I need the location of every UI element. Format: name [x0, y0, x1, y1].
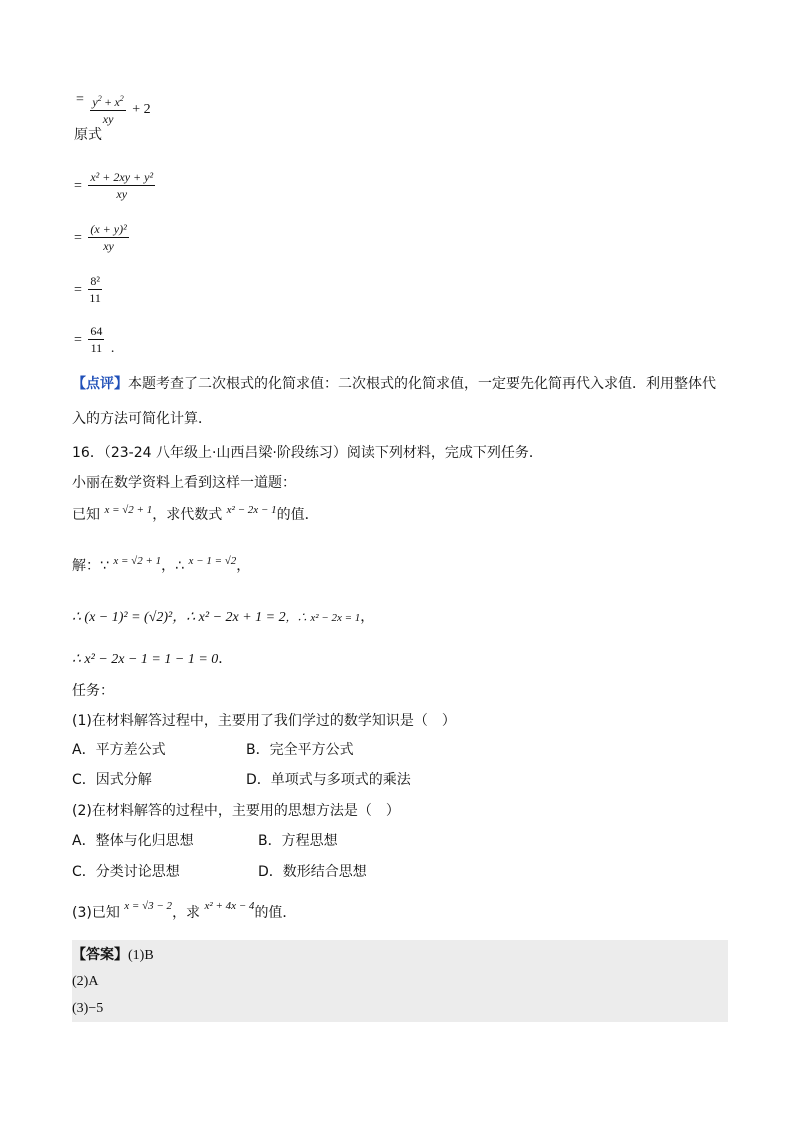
- denominator: xy: [102, 112, 114, 126]
- task-3: [72, 902, 296, 922]
- question-header: [72, 442, 543, 462]
- solution-line-1: [72, 555, 250, 575]
- task-2-option-d: D．数形结合思想: [258, 864, 367, 880]
- given-prefix: 已知: [72, 507, 100, 523]
- given-line: [72, 504, 319, 524]
- answer-line-1: [72, 944, 154, 964]
- eq-step1: [76, 92, 151, 126]
- comment-tag: 【点评】: [72, 376, 128, 392]
- answer-1: (1)B: [128, 948, 154, 963]
- eq-step5: [74, 324, 114, 355]
- given-mid: ，求代数式: [152, 507, 223, 523]
- equals-sign: =: [74, 332, 82, 348]
- task-2-option-b: B．方程思想: [258, 833, 338, 849]
- equals-sign: =: [76, 92, 84, 107]
- denominator: xy: [103, 239, 114, 253]
- comment-line-1: [72, 373, 716, 393]
- numerator: 8²: [90, 274, 100, 288]
- task-3-prefix: (3)已知: [72, 905, 120, 921]
- step-a: ∴ (x − 1)² = (√2)²: [72, 610, 173, 625]
- comment-line-2: 入的方法可简化计算．: [72, 411, 212, 427]
- equals-sign: =: [74, 178, 82, 194]
- task-2-option-a: A．整体与化归思想: [72, 833, 194, 849]
- step-c: ，∴ x² − 2x = 1: [285, 612, 361, 624]
- task-1: (1)在材料解答过程中，主要用了我们学过的数学知识是（ ）: [72, 713, 456, 729]
- operator: +: [101, 95, 115, 109]
- fraction: [88, 222, 128, 253]
- numerator-term: x: [114, 95, 120, 109]
- eq-step2: [74, 170, 157, 201]
- solution-line-3: [72, 648, 232, 668]
- task-1-option-a: A．平方差公式: [72, 742, 166, 758]
- denominator: 11: [90, 341, 103, 355]
- given-suffix: 的值．: [276, 507, 319, 523]
- numerator: x² + 2xy + y²: [90, 170, 154, 184]
- task-label: 任务：: [72, 683, 114, 699]
- yuanshi-label: 原式: [74, 127, 102, 143]
- eq-step4: [74, 274, 104, 305]
- numerator-term: y: [92, 95, 98, 109]
- task-1-option-c: C．因式分解: [72, 772, 152, 788]
- given-x: x = √2 + 1: [104, 504, 153, 516]
- story-line: 小丽在数学资料上看到这样一道题：: [72, 475, 296, 491]
- task-3-suffix: 的值．: [254, 905, 297, 921]
- question-intro: 阅读下列材料，完成下列任务．: [346, 445, 543, 461]
- period: .: [110, 340, 115, 356]
- sol-end: ，: [236, 558, 251, 574]
- question-number: 16．: [72, 445, 104, 461]
- question-source: （23-24 八年级上·山西吕梁·阶段练习）: [103, 445, 347, 461]
- task-3-expr: x² + 4x − 4: [204, 900, 255, 912]
- sol-b: x − 1 = √2: [188, 555, 237, 567]
- task-2-option-c: C．分类讨论思想: [72, 864, 180, 880]
- denominator: xy: [116, 187, 128, 201]
- step-final: ∴ x² − 2x − 1 = 1 − 1 = 0: [72, 652, 219, 667]
- sol-prefix: 解：∵: [72, 558, 109, 574]
- step-b: ，∴ x² − 2x + 1 = 2: [172, 610, 286, 625]
- step-final-end: ．: [218, 651, 233, 667]
- numerator: 64: [90, 324, 103, 338]
- task-3-mid: ，求: [172, 905, 201, 921]
- step-end: ，: [360, 609, 375, 625]
- task-1-option-d: D．单项式与多项式的乘法: [246, 772, 411, 788]
- task-2: (2)在材料解答的过程中，主要用的思想方法是（ ）: [72, 803, 400, 819]
- sol-mid: ，∴: [161, 558, 185, 574]
- answer-line-2: (2)A: [72, 974, 99, 989]
- task-1-option-b: B．完全平方公式: [246, 742, 354, 758]
- equals-sign: =: [74, 282, 82, 298]
- fraction: $\frac{y^2 + x^2}{xy}$: [92, 94, 124, 126]
- comment-text: 本题考查了二次根式的化简求值：二次根式的化简求值，一定要先化简再代入求值．利用整体代: [128, 376, 716, 392]
- sol-a: x = √2 + 1: [113, 555, 162, 567]
- fraction: [88, 170, 155, 201]
- solution-line-2: [72, 606, 374, 626]
- eq-step3: [74, 222, 131, 253]
- tail-term: + 2: [132, 102, 151, 117]
- fraction: [88, 274, 102, 305]
- denominator: 11: [89, 291, 101, 305]
- given-expr: x² − 2x − 1: [226, 504, 277, 516]
- answer-line-3: (3)−5: [72, 1001, 104, 1016]
- task-3-x: x = √3 − 2: [124, 900, 173, 912]
- equals-sign: =: [74, 230, 82, 246]
- numerator: (x + y)²: [90, 222, 127, 236]
- answer-tag: 【答案】: [72, 947, 128, 963]
- fraction: [88, 324, 104, 355]
- answer-box: [72, 940, 728, 1022]
